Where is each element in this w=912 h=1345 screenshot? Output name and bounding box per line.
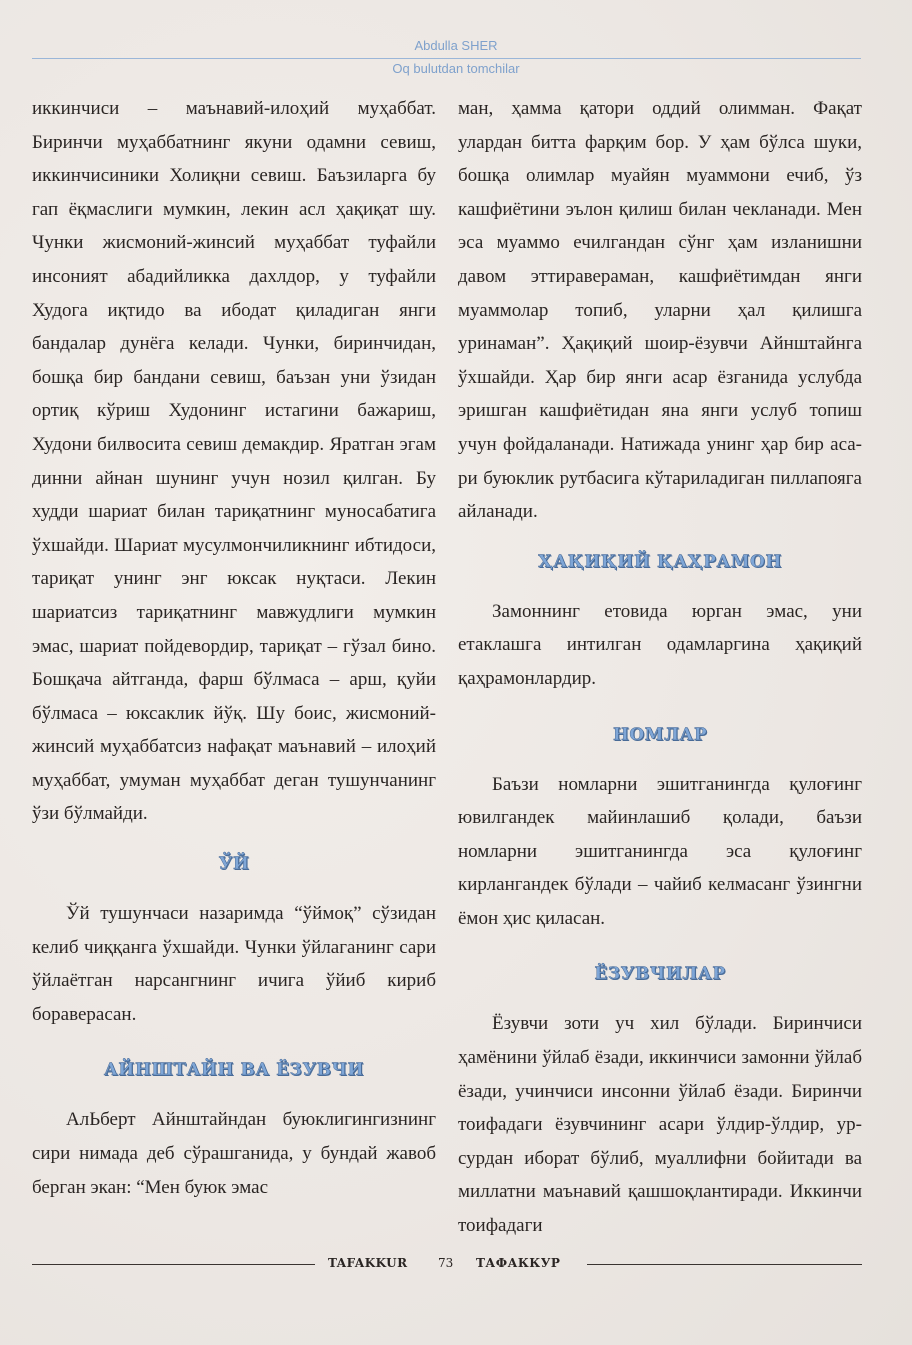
header-rule [32, 58, 861, 59]
header-book-title: Oq bulutdan tomchilar [392, 61, 520, 76]
footer-rule-left [32, 1264, 315, 1265]
paragraph-uy: Ўй тушунчаси назаримда “ўймоқ” сўзидан келиб чиққанга ўхшайди. Чунки ўйлаганинг сари ўйлаётган нарсангнинг ичига ўйиб кириб бораверасан. [32, 903, 436, 1025]
page-footer [32, 1253, 862, 1275]
heading-hero: ҲАҚИҚИЙ ҚАҲРАМОН [538, 551, 782, 572]
header-author: Abdulla SHER [414, 38, 498, 53]
footer-rule-right [587, 1264, 862, 1265]
paragraph-einstein-continued: ман, ҳамма қатори оддий олимман. Фақат улардан битта фарқим бор. У ҳам бўлса шуки, бошқа олимлар муайян муаммони ечиб, ўз кашфиётини эълон қилиш билан чекланади. Мен эса муаммо ечилгандан сўнг ҳам изланишни давом эттираверaман, кашфиётимдан янги муаммолар топиб, уларни ҳал қилишга уринаман”. Ҳақиқий шоир-ёзувчи Айнштайнга ўхшайди. Ҳар бир янги асар ёзганида услубда эришган кашфиётидан яна янги услуб топиш учун фойдаланади. Натижада унинг ҳар бир асари буюклик рутбасига кўтариладиган пиллапояга айланади. [458, 98, 862, 523]
left-column [32, 92, 436, 1204]
heading-writers: ЁЗУВЧИЛАР [594, 964, 726, 985]
paragraph-writers: Ёзувчи зоти уч хил бўлади. Биринчиси ҳамёнини ўйлаб ёзади, иккинчиси замонни ўйлаб ёзади, учинчиси инсонни ўйлаб ёзади. Биринчи тоифадаги ёзувчининг асари ўлдир-ўлдир, ур-сурдан иборат бўлиб, муаллифни бойитади ва миллатни маънавий қашшоқлантиради. Иккинчи тоифадаги [458, 1013, 862, 1237]
paragraph-einstein: АлЬберт Айнштайндан буюклигингизнинг сири нимада деб сўрашганида, у бундай жавоб берган экан: “Мен буюк эмас [32, 1109, 436, 1198]
footer-label-latin: TAFAKKUR [328, 1256, 408, 1270]
heading-einstein: АЙНШТАЙН ВА ЁЗУВЧИ [103, 1060, 365, 1081]
footer-label-cyrillic: ТАФАККУР [476, 1256, 561, 1270]
page-number: 73 [438, 1256, 454, 1270]
heading-uy: ЎЙ [218, 854, 250, 875]
paragraph-love: иккинчиси – маънавий-илоҳий муҳаббат. Биринчи муҳаббатнинг якуни одамни севиш, иккинчисиники Холиқни севиш. Баъзиларга бу гап ёқмаслиги мумкин, лекин асл ҳақиқат шу. Чунки жисмоний-жинсий муҳаббат туфайли инсоният абадийликка дахлдор, у туфайли Худога иқтидо ва ибодат қиладиган янги бандалар дунёга келади. Чунки, биринчидан, бошқа бир бандани севиш, баъзан уни ўзидан ортиқ кўриш Худонинг истагини бажариш, Худони билвосита севиш демакдир. Яратган эгам динни айнан шунинг учун нозил қилган. Бу худди шариат билан тариқатнинг муносабатига ўхшайди. Шариат мусулмончиликнинг ибтидоси, тариқат унинг энг юксак нуқтаси. Лекин шариатсиз тариқатнинг мавжудлиги мумкин эмас, шариат пойдевордир, тариқат – гўзал бино. Бошқача айтганда, фарш бўлмаса – арш, қуйи бўлмаса – юксаклик йўқ. Шу боис, жисмоний-жинсий муҳаббатсиз нафақат маънавий – илоҳий муҳаббат, умуман муҳаббат деган тушунчанинг ўзи бўлмайди. [32, 98, 436, 825]
right-column [458, 92, 862, 1243]
paragraph-hero: Замоннинг етовида юрган эмас, уни етаклашга интилган одамларгина ҳақиқий қаҳрамонлардир. [458, 600, 862, 689]
heading-names: НОМЛАР [612, 724, 708, 745]
paragraph-names: Баъзи номларни эшитганингда қулоғинг ювилгандек майинлашиб қолади, баъзи номларни эшитганингда эса қулоғинг кирлангандек бўлади – чайиб келмасанг ўзингни ёмон ҳис қиласан. [458, 773, 862, 929]
